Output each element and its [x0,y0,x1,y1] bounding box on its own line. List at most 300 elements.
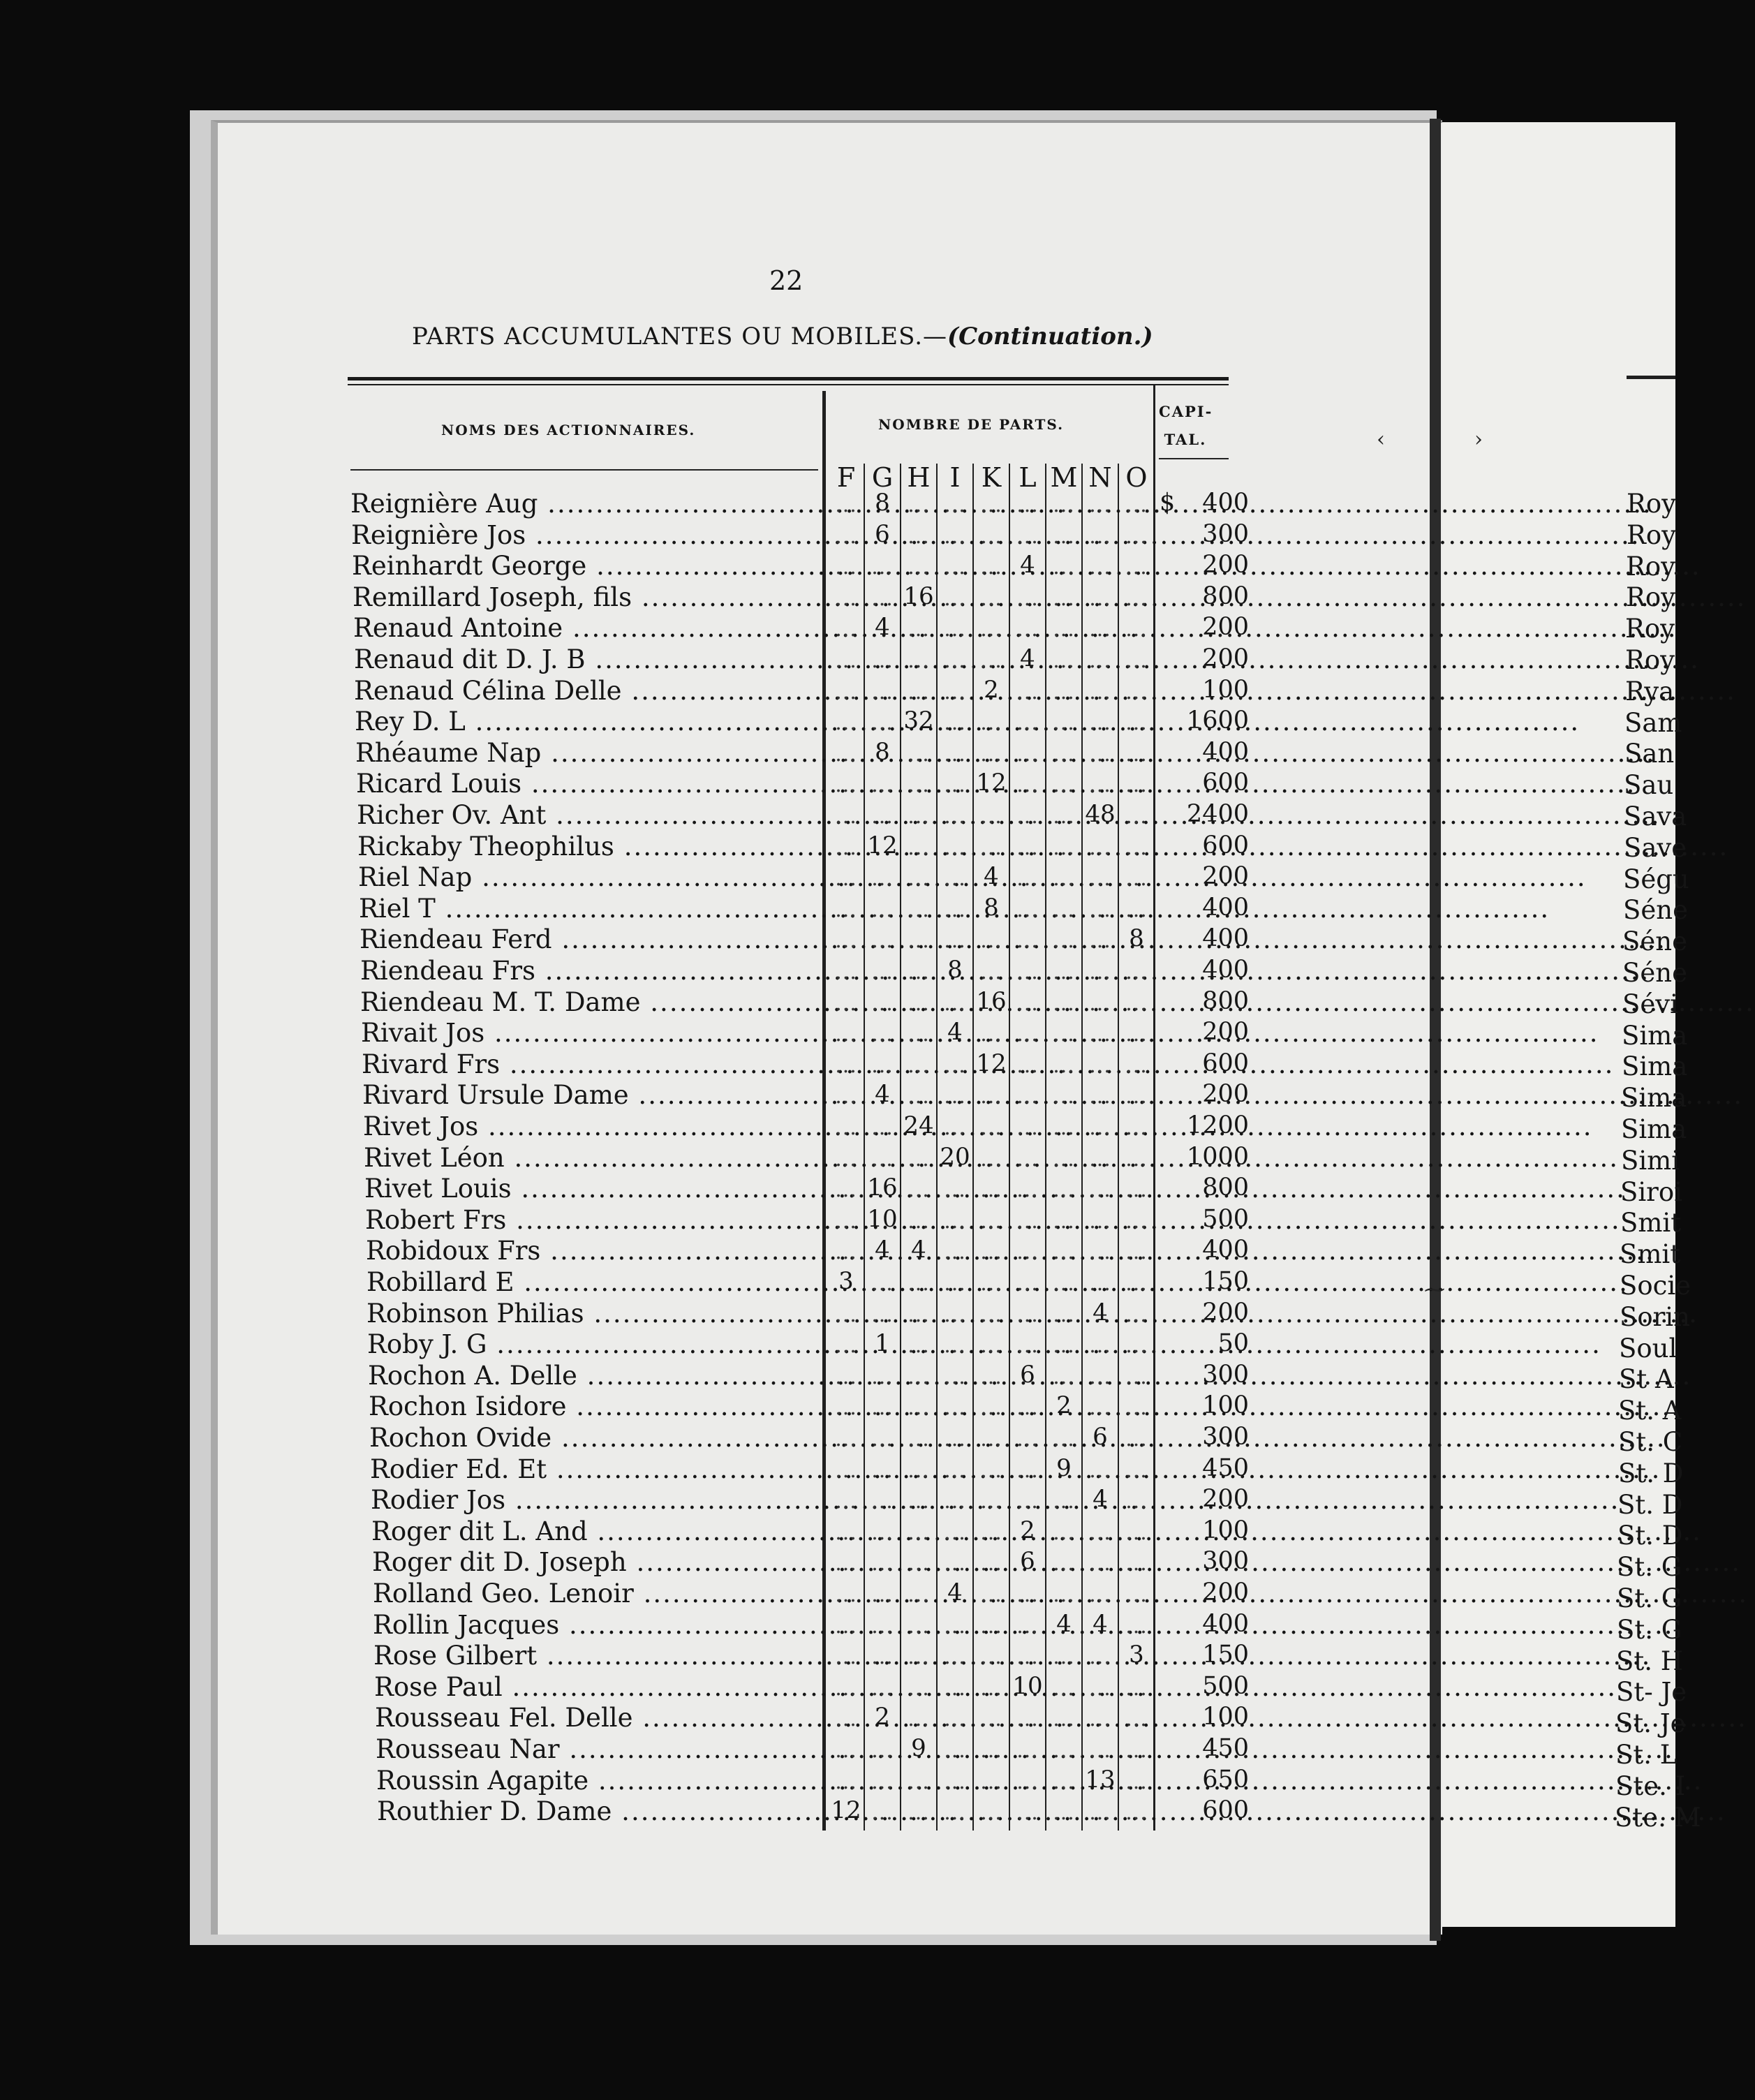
parts-empty: ... [835,1427,857,1451]
parts-empty: ... [944,555,966,580]
parts-empty: ... [1053,1520,1075,1545]
right-page-name-fragment: St. C [1618,1427,1683,1457]
parts-empty: ... [835,1053,857,1078]
parts-empty: ... [835,1520,857,1545]
parts-empty: ... [980,1583,1002,1607]
shareholder-name: Rolland Geo. Lenoir ..... [373,1578,822,1609]
parts-empty: ... [871,773,894,798]
parts-empty: ... [980,741,1002,767]
parts-value: 13 [1085,1765,1116,1794]
right-page-name-fragment: Save [1624,832,1687,863]
parts-empty: ... [908,897,930,922]
parts-empty: ... [944,929,966,954]
shareholder-name: Rollin Jacques ..... [373,1610,822,1640]
parts-empty: ... [1053,773,1075,798]
parts-empty: ... [871,804,894,829]
parts-empty: ... [1016,1053,1039,1078]
parts-value: 10 [1012,1671,1043,1700]
capital-value: 400 [1202,924,1249,953]
parts-empty: ... [835,1551,857,1576]
parts-empty: ... [1053,741,1075,767]
right-page-name-fragment: St. H [1616,1646,1684,1676]
parts-empty: ... [1125,1738,1148,1763]
parts-empty: ... [1125,617,1148,642]
right-page-name-fragment: Smit [1620,1208,1682,1238]
parts-empty: ... [1089,1271,1111,1296]
parts-empty: ... [1125,960,1148,984]
parts-value: 4 [984,862,999,891]
parts-empty: ... [1089,1707,1111,1732]
right-page-name-fragment: Smit [1620,1239,1681,1270]
parts-empty: ... [1016,960,1039,984]
parts-empty: ... [944,835,966,860]
capital-value: 200 [1202,1298,1249,1326]
parts-value: 3 [1129,1641,1144,1669]
parts-empty: ... [835,1738,857,1763]
parts-empty: ... [1125,1302,1148,1327]
parts-value: 4 [1020,644,1035,672]
parts-empty: ... [1125,1520,1148,1545]
parts-empty: ... [980,617,1002,642]
parts-empty: ... [1125,1053,1148,1078]
parts-empty: ... [944,649,966,673]
parts-empty: ... [944,1738,966,1763]
parts-empty: ... [1125,586,1148,611]
right-page-name-fragment: St. D [1617,1489,1683,1520]
parts-empty: ... [871,1364,894,1389]
parts-empty: ... [835,617,857,642]
shareholder-name: Roussin Agapite ..... [376,1766,822,1796]
parts-empty: ... [1125,1427,1148,1451]
parts-empty: ... [1089,866,1111,892]
parts-value: 9 [911,1734,926,1762]
parts-value: 20 [940,1142,970,1171]
parts-value: 4 [1093,1485,1108,1514]
capital-header-underline [1159,458,1229,459]
parts-value: 6 [875,519,890,548]
parts-empty: ... [871,1551,894,1576]
parts-empty: ... [944,1116,966,1140]
parts-empty: ... [871,1676,894,1701]
capital-value: 800 [1202,582,1249,610]
shareholder-name: Rivard Frs ..... [362,1049,822,1079]
parts-empty: ... [980,1396,1002,1421]
parts-empty: ... [1125,1022,1148,1047]
parts-empty: ... [908,866,930,892]
parts-empty: ... [835,649,857,673]
page-heading [412,323,1153,350]
right-page-name-fragment: Sima [1621,1083,1687,1114]
parts-empty: ... [871,1645,894,1670]
parts-empty: ... [1125,835,1148,860]
right-page-name-fragment: Séne [1622,926,1687,957]
shareholder-name: Roger dit D. Joseph ..... [372,1547,822,1577]
header-rule-thick [348,377,1229,380]
parts-empty: ... [871,1583,894,1607]
parts-empty: ... [944,991,966,1016]
shareholder-name: Rodier Ed. Et ..... [370,1454,822,1484]
parts-value: 16 [867,1174,898,1202]
parts-empty: ... [835,1240,857,1265]
parts-value: 6 [1020,1547,1035,1576]
parts-empty: ... [835,804,857,829]
parts-empty: ... [944,1613,966,1639]
shareholder-name: Riendeau Frs ..... [360,956,822,986]
parts-empty: ... [835,1022,857,1047]
parts-empty: ... [980,1676,1002,1701]
parts-empty: ... [908,773,930,798]
capital-header-line-2: TAL. [1164,431,1207,448]
parts-empty: ... [1089,1178,1111,1203]
parts-empty: ... [1053,1551,1075,1576]
right-page-name-fragment: Sima [1622,1020,1688,1051]
parts-empty: ... [980,1520,1002,1545]
parts-empty: ... [908,1022,930,1047]
parts-empty: ... [871,586,894,611]
parts-value: 4 [875,1080,890,1109]
right-page-name-fragment: Sau [1624,770,1674,801]
parts-empty: ... [980,1208,1002,1234]
parts-value: 12 [976,769,1007,797]
shareholder-name: Rodier Jos ..... [371,1485,822,1515]
shareholder-name: Routhier D. Dame ..... [377,1796,822,1826]
right-page-name-fragment: St. A [1618,1396,1682,1426]
parts-empty: ... [980,1116,1002,1140]
parts-empty: ... [1016,1240,1039,1265]
right-page-name-fragment: Sévi [1622,989,1678,1019]
capital-value: 200 [1202,613,1249,642]
capital-value: 400 [1202,1609,1249,1638]
parts-empty: ... [1125,493,1148,517]
right-page-name-fragment: Sava [1624,801,1687,831]
shareholder-name: Remillard Joseph, fils ..... [353,582,822,612]
parts-empty: ... [1053,929,1075,954]
parts-empty: ... [1016,711,1039,736]
parts-empty: ... [908,1208,930,1234]
capital-column-header [1159,398,1212,454]
parts-empty: ... [980,711,1002,736]
capital-value: 100 [1202,1516,1249,1544]
shareholder-name: Reignière Aug ..... [350,489,822,519]
parts-empty: ... [871,1302,894,1327]
parts-empty: ... [980,493,1002,517]
parts-empty: ... [835,555,857,580]
parts-empty: ... [1016,1613,1039,1639]
parts-empty: ... [835,711,857,736]
shareholder-name: Renaud Antoine ..... [353,613,822,643]
right-page-name-fragment: St. G [1617,1614,1682,1645]
parts-empty: ... [980,1427,1002,1451]
capital-value: 400 [1202,956,1249,984]
parts-empty: ... [980,524,1002,549]
parts-empty: ... [1053,1053,1075,1078]
right-page-name-fragment: St A [1619,1364,1674,1395]
parts-empty: ... [1053,804,1075,829]
parts-value: 4 [947,1578,963,1606]
parts-empty: ... [944,679,966,704]
parts-empty: ... [1053,555,1075,580]
parts-empty: ... [835,524,857,549]
parts-empty: ... [1125,1178,1148,1203]
parts-empty: ... [980,1769,1002,1794]
parts-value: 24 [903,1111,934,1139]
parts-empty: ... [835,1146,857,1171]
parts-empty: ... [1125,1333,1148,1359]
parts-empty: ... [1016,1738,1039,1763]
parts-empty: ... [908,649,930,673]
parts-value: 4 [875,1236,890,1264]
parts-empty: ... [1016,1178,1039,1203]
parts-empty: ... [944,866,966,892]
parts-empty: ... [944,1271,966,1296]
shareholder-name: Robinson Philias ..... [366,1299,822,1329]
capital-value: 150 [1202,1641,1249,1669]
parts-empty: ... [1016,1583,1039,1607]
parts-empty: ... [944,741,966,767]
parts-empty: ... [1089,1396,1111,1421]
shareholder-name: Riendeau Ferd ..... [360,924,822,954]
parts-empty: ... [1016,1302,1039,1327]
parts-empty: ... [835,1116,857,1140]
parts-empty: ... [1089,555,1111,580]
heading-continuation: (Continuation.) [947,323,1153,350]
parts-empty: ... [835,991,857,1016]
parts-empty: ... [980,1271,1002,1296]
parts-empty: ... [944,1645,966,1670]
parts-empty: ... [1053,679,1075,704]
parts-value: 16 [903,582,934,610]
capital-value: 300 [1202,519,1249,548]
parts-empty: ... [1125,1396,1148,1421]
shareholder-name: Riel Nap ..... [358,862,822,892]
parts-empty: ... [1053,1208,1075,1234]
parts-empty: ... [944,1240,966,1265]
parts-empty: ... [835,586,857,611]
capital-value: 450 [1202,1454,1249,1482]
parts-empty: ... [1053,991,1075,1016]
capital-value: 600 [1202,769,1249,797]
right-page-name-fragment: St. D [1618,1458,1684,1488]
shareholder-name: Renaud Célina Delle ..... [354,676,822,706]
parts-empty: ... [1125,649,1148,673]
parts-empty: ... [871,1146,894,1171]
parts-empty: ... [871,866,894,892]
column-letter-l: L [1019,462,1037,493]
parts-empty: ... [1016,524,1039,549]
shareholder-name: Rose Paul ..... [374,1672,822,1702]
parts-empty: ... [1053,1333,1075,1359]
parts-empty: ... [871,555,894,580]
parts-empty: ... [944,617,966,642]
parts-empty: ... [1125,1551,1148,1576]
parts-empty: ... [835,679,857,704]
right-page-name-fragment: Roy [1625,645,1675,675]
parts-empty: ... [908,929,930,954]
right-page-name-fragment: Ste. M [1615,1802,1701,1833]
parts-empty: ... [1016,1800,1039,1826]
parts-empty: ... [944,1208,966,1234]
right-page-name-fragment: St. D [1617,1521,1683,1551]
shareholder-name: Reignière Jos ..... [351,520,822,550]
parts-empty: ... [1125,866,1148,892]
parts-value: 2 [875,1703,890,1731]
column-letter-o: O [1125,462,1148,493]
parts-empty: ... [871,1116,894,1140]
parts-value: 4 [947,1018,963,1047]
shareholder-name: Rivard Ursule Dame ..... [362,1080,822,1110]
parts-empty: ... [835,1084,857,1109]
parts-empty: ... [1125,804,1148,829]
capital-value: 100 [1202,675,1249,704]
parts-empty: ... [944,524,966,549]
heading-main: PARTS ACCUMULANTES OU MOBILES.— [412,323,947,350]
parts-empty: ... [1125,1240,1148,1265]
parts-empty: ... [908,1489,930,1514]
capital-value: 1000 [1186,1142,1249,1171]
parts-empty: ... [1089,1146,1111,1171]
parts-empty: ... [908,1583,930,1607]
capital-value: 200 [1202,1485,1249,1514]
right-page-name-fragment: Roy [1627,489,1677,519]
parts-empty: ... [944,1302,966,1327]
parts-empty: ... [1053,1240,1075,1265]
capital-value: 1600 [1186,707,1249,735]
parts-empty: ... [1053,1271,1075,1296]
parts-empty: ... [835,1208,857,1234]
right-page-name-fragment: Rya [1625,676,1675,707]
parts-empty: ... [1016,897,1039,922]
speck-mark: ⁓ [1424,1278,1445,1302]
parts-value: 8 [947,956,963,984]
shareholder-name: Rivet Louis ..... [364,1174,822,1204]
shareholder-name: Rochon Ovide ..... [369,1423,822,1453]
capital-value: 400 [1202,737,1249,766]
right-page-name-fragment: Roy [1626,551,1676,582]
right-page-name-fragment: Sorin [1620,1301,1690,1332]
parts-empty: ... [835,773,857,798]
right-page-name-fragment: Sima [1622,1051,1688,1082]
parts-empty: ... [1125,991,1148,1016]
parts-empty: ... [908,1676,930,1701]
parts-value: 1 [875,1329,890,1358]
parts-empty: ... [908,1707,930,1732]
parts-empty: ... [908,1333,930,1359]
shareholder-name: Riendeau M. T. Dame ..... [360,987,822,1017]
parts-empty: ... [1125,1769,1148,1794]
parts-empty: ... [1053,493,1075,517]
parts-empty: ... [1089,1645,1111,1670]
parts-value: 8 [984,893,999,922]
parts-empty: ... [1089,1738,1111,1763]
parts-empty: ... [944,1053,966,1078]
parts-empty: ... [944,493,966,517]
parts-empty: ... [1089,741,1111,767]
parts-empty: ... [980,1022,1002,1047]
parts-empty: ... [908,1551,930,1576]
parts-empty: ... [1089,1333,1111,1359]
parts-empty: ... [1089,773,1111,798]
page-number: 22 [769,265,804,296]
right-page-name-fragment: Roy [1627,519,1677,550]
parts-column-header: NOMBRE DE PARTS. [878,416,1065,433]
parts-empty: ... [835,1302,857,1327]
parts-empty: ... [908,1053,930,1078]
parts-empty: ... [908,991,930,1016]
parts-empty: ... [1089,1053,1111,1078]
parts-empty: ... [835,1333,857,1359]
capital-value: 300 [1202,1423,1249,1451]
parts-empty: ... [1016,1146,1039,1171]
parts-empty: ... [908,493,930,517]
capital-value: 50 [1217,1329,1249,1358]
parts-value: 8 [875,737,890,766]
parts-empty: ... [908,1084,930,1109]
parts-empty: ... [1125,711,1148,736]
parts-empty: ... [908,1427,930,1451]
parts-empty: ... [835,1583,857,1607]
parts-empty: ... [908,1178,930,1203]
speck-mark: ‹ [1377,427,1385,452]
parts-empty: ... [871,991,894,1016]
column-letter-i: I [949,462,961,493]
parts-empty: ... [980,1333,1002,1359]
parts-empty: ... [980,1645,1002,1670]
parts-empty: ... [1089,1022,1111,1047]
parts-value: 32 [903,707,934,735]
parts-empty: ... [871,1769,894,1794]
parts-empty: ... [1016,835,1039,860]
parts-empty: ... [1016,617,1039,642]
parts-empty: ... [980,649,1002,673]
parts-empty: ... [1053,1769,1075,1794]
parts-empty: ... [835,866,857,892]
parts-empty: ... [1016,1769,1039,1794]
parts-empty: ... [835,493,857,517]
shareholder-name: Riel T ..... [359,894,822,924]
column-letter-n: N [1088,462,1112,493]
parts-empty: ... [1053,1738,1075,1763]
parts-empty: ... [1016,773,1039,798]
parts-empty: ... [944,1676,966,1701]
parts-value: 4 [1093,1298,1108,1326]
parts-empty: ... [1125,1208,1148,1234]
capital-value: 1200 [1186,1111,1249,1139]
parts-value: 16 [976,986,1007,1015]
parts-value: 4 [1093,1609,1108,1638]
shareholder-name: Richer Ov. Ant ..... [357,800,822,830]
capital-value: 200 [1202,644,1249,672]
parts-empty: ... [1125,1084,1148,1109]
parts-value: 12 [867,831,898,859]
capital-value: 800 [1202,1174,1249,1202]
parts-empty: ... [1016,1396,1039,1421]
parts-value: 12 [976,1049,1007,1077]
parts-empty: ... [1016,1022,1039,1047]
parts-value: 2 [1056,1391,1072,1420]
parts-empty: ... [980,1613,1002,1639]
capital-value: 500 [1202,1671,1249,1700]
parts-empty: ... [1053,1427,1075,1451]
parts-empty: ... [871,960,894,984]
parts-empty: ... [980,1146,1002,1171]
parts-empty: ... [1125,1613,1148,1639]
parts-empty: ... [944,1396,966,1421]
parts-empty: ... [1125,1271,1148,1296]
parts-empty: ... [1016,1084,1039,1109]
capital-value: 500 [1202,1204,1249,1233]
parts-empty: ... [944,804,966,829]
parts-empty: ... [980,1738,1002,1763]
